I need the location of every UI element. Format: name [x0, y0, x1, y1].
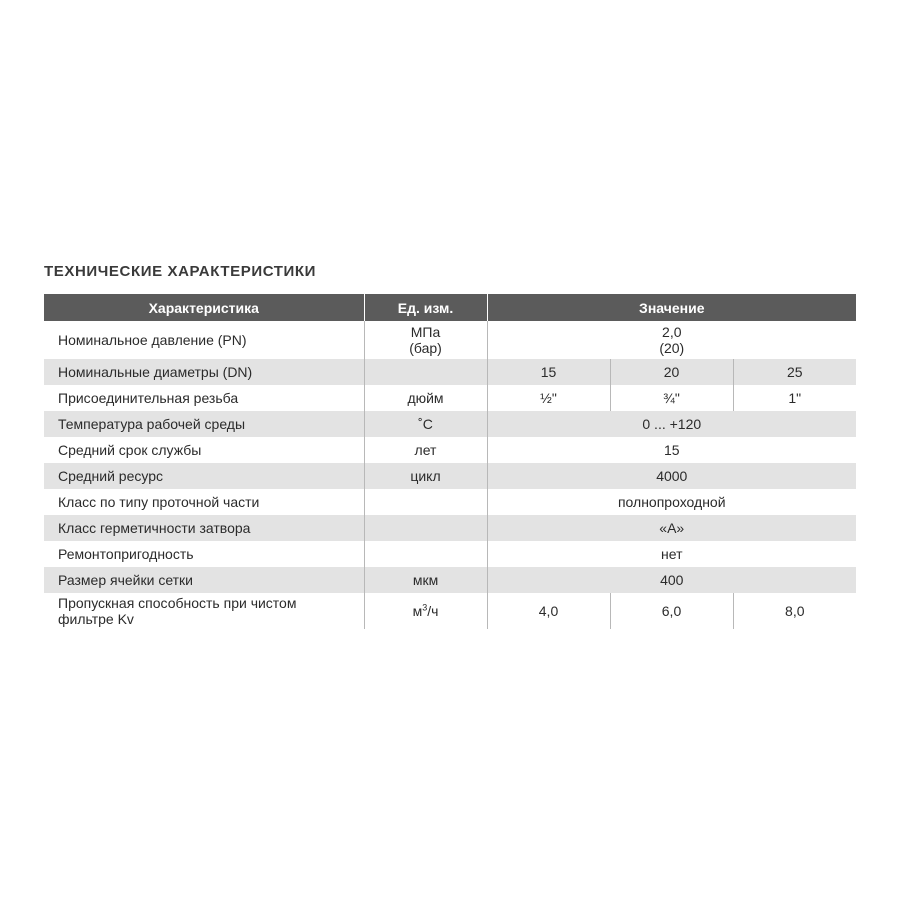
row-unit: дюйм	[364, 385, 487, 411]
unit-base: м	[412, 603, 423, 619]
table-row	[44, 567, 856, 593]
row-name: Класс герметичности затвора	[44, 515, 364, 541]
row-value	[487, 321, 856, 359]
row-name	[44, 593, 364, 629]
unit-superscript: 3	[422, 602, 428, 613]
row-name: Номинальные диаметры (DN)	[44, 359, 364, 385]
table-row	[44, 515, 856, 541]
row-value-dn15: ½"	[540, 390, 557, 406]
row-value-dn15: 15	[487, 359, 610, 385]
table-row	[44, 411, 856, 437]
table-row	[44, 385, 856, 411]
row-value-dn25: 8,0	[733, 593, 856, 629]
row-value-dn25: 25	[733, 359, 856, 385]
table-row	[44, 321, 856, 359]
row-unit: лет	[364, 437, 487, 463]
row-value-dn20: 20	[610, 359, 733, 385]
row-unit	[364, 541, 487, 567]
row-name: Средний срок службы	[58, 442, 202, 458]
table-row	[44, 437, 856, 463]
row-value-dn20: ¾"	[610, 385, 733, 411]
value-line: (20)	[659, 340, 685, 356]
row-name: Присоединительная резьба	[58, 390, 239, 406]
table-row	[44, 541, 856, 567]
header-value: Значение	[487, 294, 856, 321]
row-unit: ˚С	[364, 411, 487, 437]
row-value-dn20: 6,0	[610, 593, 733, 629]
name-line: фильтре Kv	[58, 611, 134, 627]
row-value: 4000	[487, 463, 856, 489]
table-header-row	[44, 294, 856, 321]
unit-line: (бар)	[409, 340, 442, 356]
row-unit	[364, 359, 487, 385]
row-unit	[364, 321, 487, 359]
row-name: Класс по типу проточной части	[58, 494, 260, 510]
row-value-dn25: 1"	[733, 385, 856, 411]
row-value-dn15: 4,0	[538, 603, 559, 619]
table-row	[44, 463, 856, 489]
row-unit: мкм	[364, 567, 487, 593]
table-row	[44, 593, 856, 629]
name-line: Пропускная способность при чистом	[58, 595, 297, 611]
header-unit: Ед. изм.	[364, 294, 487, 321]
row-value: нет	[661, 546, 683, 562]
unit-tail: /ч	[427, 603, 439, 619]
row-name: Средний ресурс	[44, 463, 364, 489]
row-value: «А»	[487, 515, 856, 541]
row-value: полнопроходной	[617, 494, 726, 510]
row-unit	[364, 489, 487, 515]
table-row	[44, 359, 856, 385]
section-title: ТЕХНИЧЕСКИЕ ХАРАКТЕРИСТИКИ	[44, 263, 317, 280]
unit-line: МПа	[410, 324, 441, 340]
table-row	[44, 489, 856, 515]
row-value: 0 ... +120	[487, 411, 856, 437]
specifications-table	[44, 294, 856, 629]
row-name: Ремонтопригодность	[58, 546, 194, 562]
header-characteristic: Характеристика	[44, 294, 364, 321]
value-line: 2,0	[662, 324, 682, 340]
row-unit	[364, 515, 487, 541]
row-name: Размер ячейки сетки	[44, 567, 364, 593]
row-unit	[364, 593, 487, 629]
row-name: Температура рабочей среды	[44, 411, 364, 437]
row-value: 15	[663, 442, 680, 458]
row-unit: цикл	[364, 463, 487, 489]
row-name: Номинальное давление (PN)	[58, 332, 247, 348]
row-value: 400	[487, 567, 856, 593]
